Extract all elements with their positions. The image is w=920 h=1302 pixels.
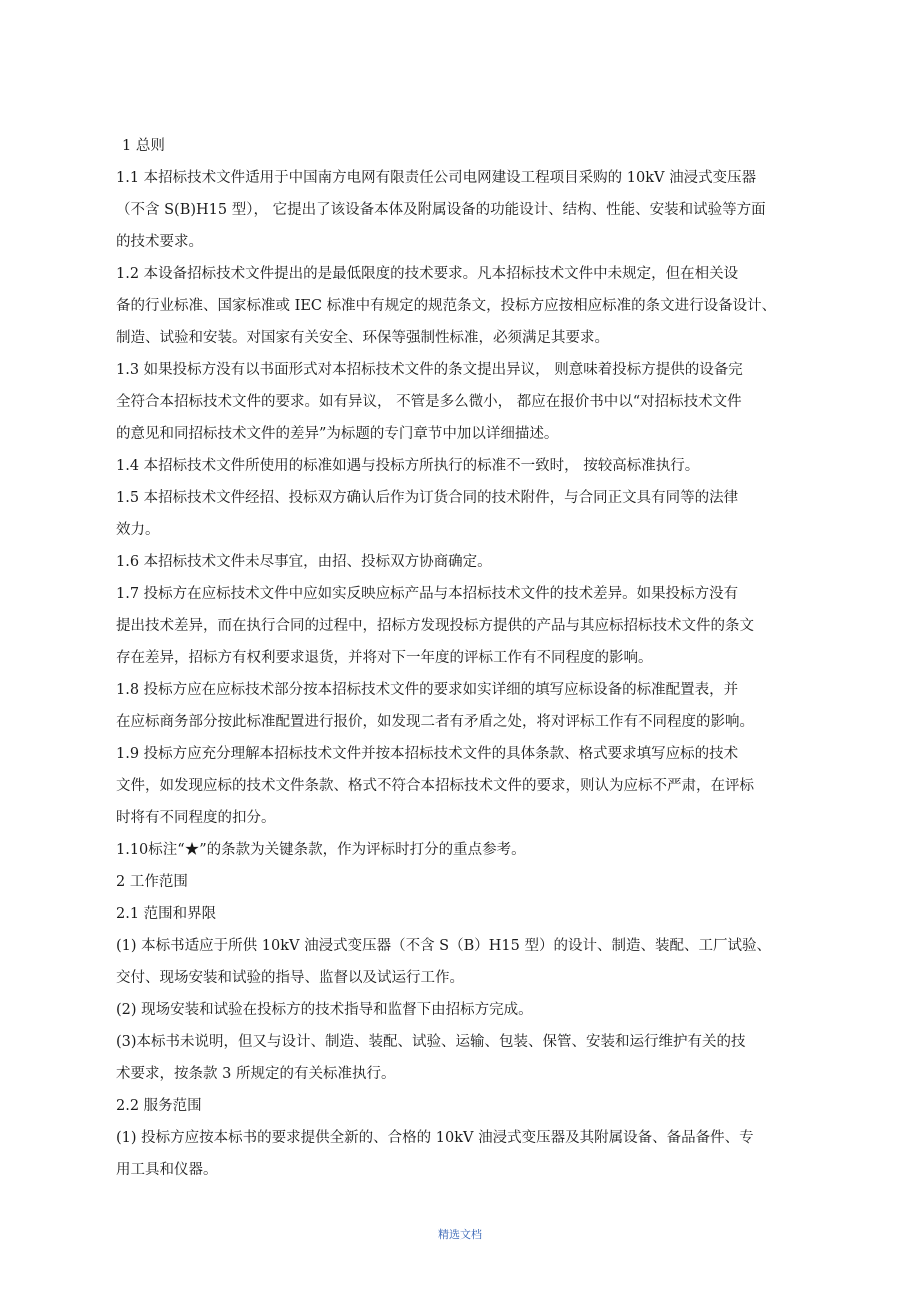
paragraph-line: (1) 本标书适应于所供 10kV 油浸式变压器（不含 S（B）H15 型）的设计、制造、装配、工厂试验、 — [116, 938, 771, 954]
section-heading: 1 总则 — [122, 138, 165, 154]
paragraph-line: 的技术要求。 — [116, 234, 203, 250]
paragraph-line: (2) 现场安装和试验在投标方的技术指导和监督下由招标方完成。 — [116, 1002, 533, 1018]
paragraph-line: 1.2 本设备招标技术文件提出的是最低限度的技术要求。凡本招标技术文件中未规定，但在相关设 — [116, 266, 739, 282]
paragraph-line: 存在差异，招标方有权利要求退货，并将对下一年度的评标工作有不同程度的影响。 — [116, 650, 653, 666]
paragraph-line: （不含 S(B)H15 型）， 它提出了该设备本体及附属设备的功能设计、结构、性能、安装和试验等方面 — [116, 202, 766, 218]
section-heading: 2 工作范围 — [116, 874, 188, 890]
paragraph-line: 的意见和同招标技术文件的差异”为标题的专门章节中加以详细描述。 — [116, 426, 559, 442]
paragraph-line: 术要求，按条款 3 所规定的有关标准执行。 — [116, 1066, 396, 1082]
paragraph-line: 制造、试验和安装。对国家有关安全、环保等强制性标准，必须满足其要求。 — [116, 330, 609, 346]
paragraph-line: 1.4 本招标技术文件所使用的标准如遇与投标方所执行的标准不一致时， 按较高标准执行。 — [116, 458, 700, 474]
paragraph-line: 1.10标注“★”的条款为关键条款，作为评标时打分的重点参考。 — [116, 842, 526, 858]
paragraph-line: 在应标商务部分按此标准配置进行报价，如发现二者有矛盾之处，将对评标工作有不同程度的影响。 — [116, 714, 754, 730]
paragraph-line: 用工具和仪器。 — [116, 1162, 218, 1178]
paragraph-line: 1.6 本招标技术文件未尽事宜，由招、投标双方协商确定。 — [116, 554, 492, 570]
paragraph-line: (3)本标书未说明，但又与设计、制造、装配、试验、运输、包装、保管、安装和运行维护有关的技 — [116, 1034, 746, 1050]
paragraph-line: 文件，如发现应标的技术文件条款、格式不符合本招标技术文件的要求，则认为应标不严肃，在评标 — [116, 778, 754, 794]
paragraph-line: 交付、现场安装和试验的指导、监督以及试运行工作。 — [116, 970, 464, 986]
paragraph-line: 全符合本招标技术文件的要求。如有异议， 不管是多么微小， 都应在报价书中以“对招标技术文件 — [116, 394, 742, 410]
paragraph-line: 备的行业标准、国家标准或 IEC 标准中有规定的规范条文，投标方应按相应标准的条文进行设备设计、 — [116, 298, 777, 314]
paragraph-line: (1) 投标方应按本标书的要求提供全新的、合格的 10kV 油浸式变压器及其附属设备、备品备件、专 — [116, 1130, 754, 1146]
subsection-heading: 2.2 服务范围 — [116, 1098, 202, 1114]
paragraph-line: 1.5 本招标技术文件经招、投标双方确认后作为订货合同的技术附件，与合同正文具有同等的法律 — [116, 490, 739, 506]
page-footer: 精选文档 — [438, 1228, 482, 1241]
paragraph-line: 1.1 本招标技术文件适用于中国南方电网有限责任公司电网建设工程项目采购的 10kV 油浸式变压器 — [116, 170, 757, 186]
paragraph-line: 1.9 投标方应充分理解本招标技术文件并按本招标技术文件的具体条款、格式要求填写应标的技术 — [116, 746, 739, 762]
paragraph-line: 时将有不同程度的扣分。 — [116, 810, 276, 826]
subsection-heading: 2.1 范围和界限 — [116, 906, 217, 922]
paragraph-line: 1.7 投标方在应标技术文件中应如实反映应标产品与本招标技术文件的技术差异。如果投标方没有 — [116, 586, 739, 602]
paragraph-line: 1.3 如果投标方没有以书面形式对本招标技术文件的条文提出异议， 则意味着投标方提供的设备完 — [116, 362, 743, 378]
paragraph-line: 效力。 — [116, 522, 160, 538]
paragraph-line: 提出技术差异，而在执行合同的过程中，招标方发现投标方提供的产品与其应标招标技术文件的条文 — [116, 618, 754, 634]
document-body — [116, 130, 806, 1186]
paragraph-line: 1.8 投标方应在应标技术部分按本招标技术文件的要求如实详细的填写应标设备的标准配置表，并 — [116, 682, 739, 698]
